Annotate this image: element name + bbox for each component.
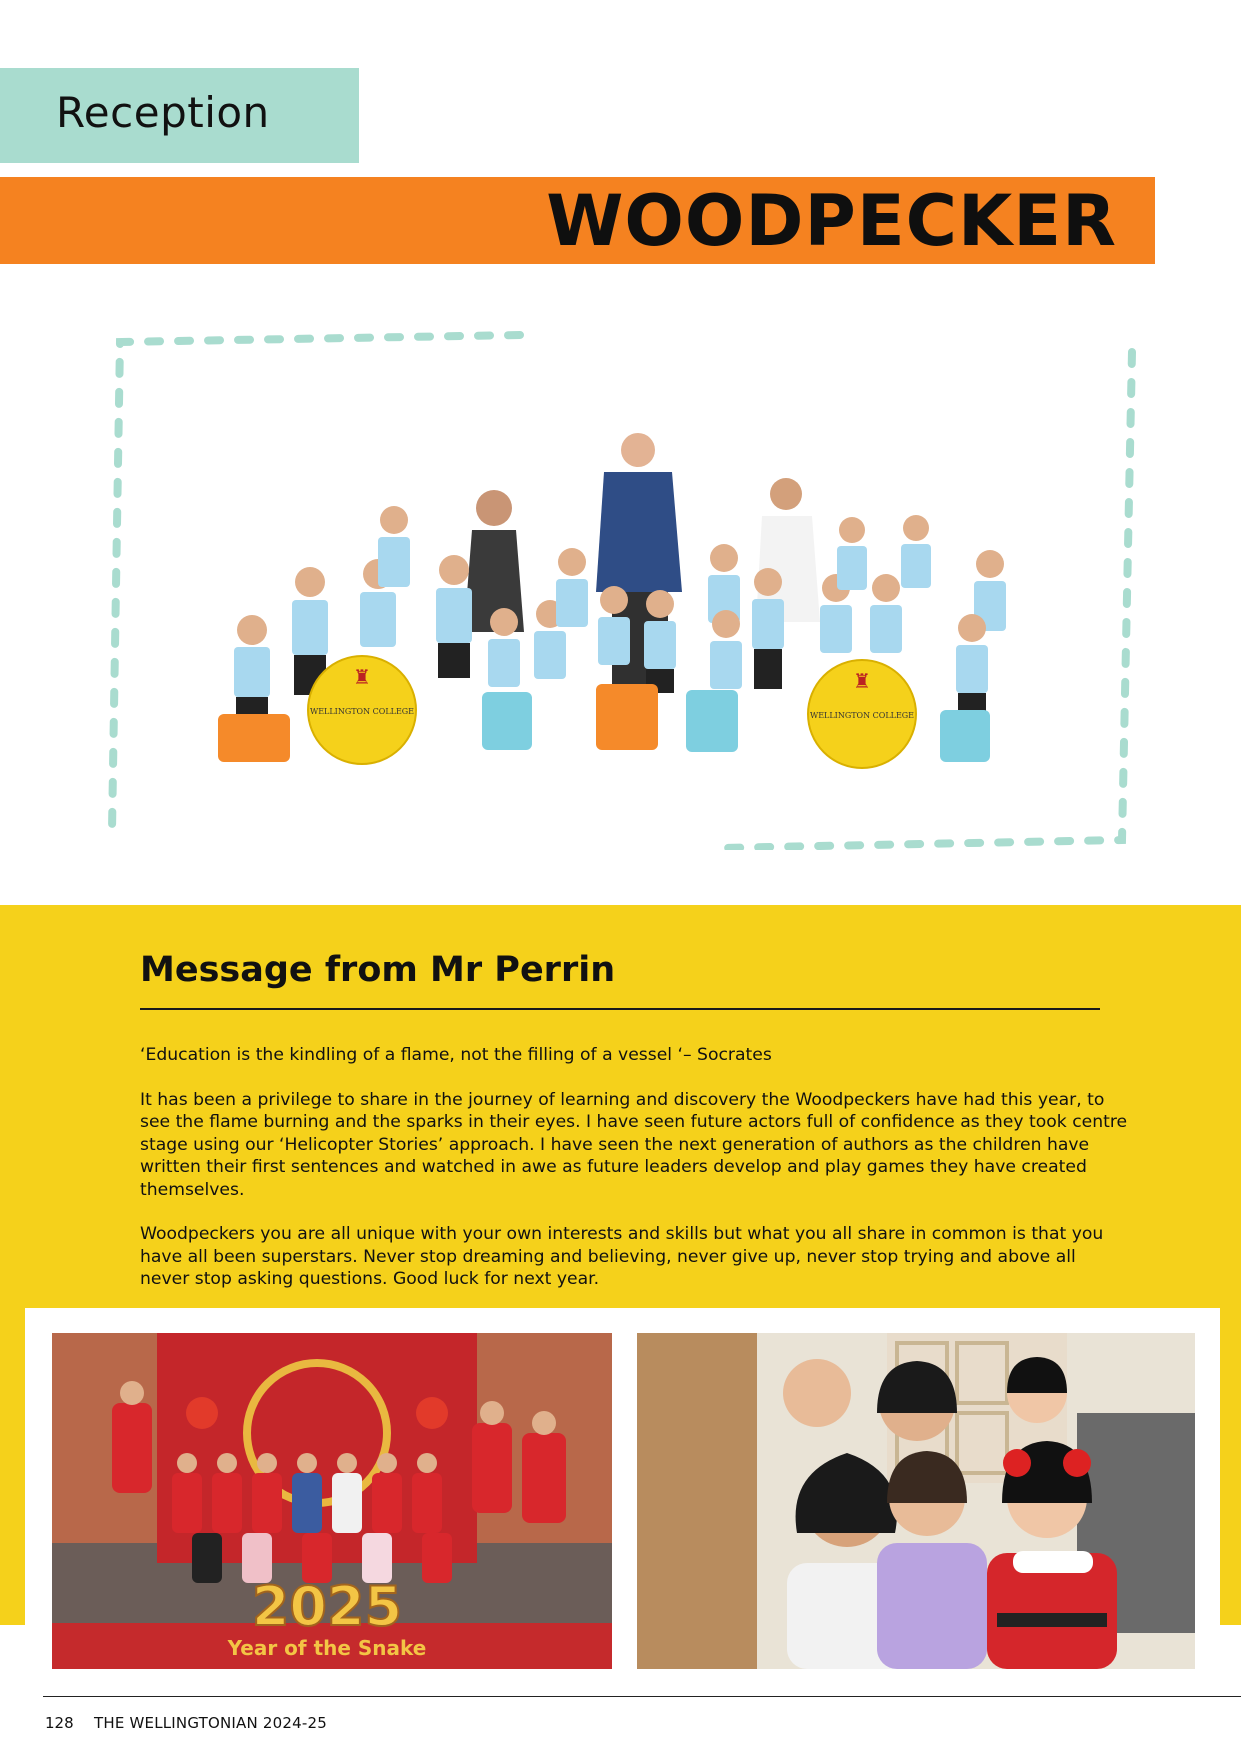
college-logo-badge-right <box>808 660 916 768</box>
svg-text:♜: ♜ <box>353 665 371 689</box>
svg-text:WELLINGTON COLLEGE: WELLINGTON COLLEGE <box>809 711 915 720</box>
section-tag <box>0 68 359 163</box>
new-year-caption: Year of the Snake <box>227 1636 427 1660</box>
message-paragraph: Woodpeckers you are all unique with your own interests and skills but what you all share in common is that you have all been superstars. Never stop dreaming and believing, never give up, never stop trying and above all never stop asking questions. Good luck for next year. <box>140 1224 1104 1289</box>
college-logo-badge-left <box>308 656 416 764</box>
svg-text:WELLINGTON COLLEGE: WELLINGTON COLLEGE <box>309 707 415 716</box>
new-year-number: 2025 <box>251 1575 403 1638</box>
footer-divider <box>43 1696 1241 1697</box>
svg-text:♜: ♜ <box>853 669 871 693</box>
message-divider <box>140 1008 1100 1010</box>
message-body <box>140 1044 1130 1313</box>
section-tag-label: Reception <box>56 88 270 137</box>
message-title: Message from Mr Perrin <box>140 950 616 990</box>
page-number: 128 <box>45 1714 74 1732</box>
class-name-banner <box>0 177 1155 264</box>
publication-title: THE WELLINGTONIAN 2024-25 <box>94 1714 327 1732</box>
class-group-photo <box>172 392 1098 802</box>
message-quote: ‘Education is the kindling of a flame, not the filling of a vessel ‘– Socrates <box>140 1045 772 1065</box>
message-paragraph: It has been a privilege to share in the journey of learning and discovery the Woodpeckers have had this year, to see the flame burning and the sparks in their eyes. I have seen future actors full of confidence as they took centre stage using our ‘Helicopter Stories’ approach. I have seen the next generation of authors as the children have written their first sentences and watched in awe as future leaders develop and play games they have created themselves. <box>140 1089 1128 1200</box>
class-name-title: WOODPECKER <box>546 180 1117 262</box>
chinese-new-year-photo <box>52 1333 612 1669</box>
children-classroom-photo <box>637 1333 1195 1669</box>
